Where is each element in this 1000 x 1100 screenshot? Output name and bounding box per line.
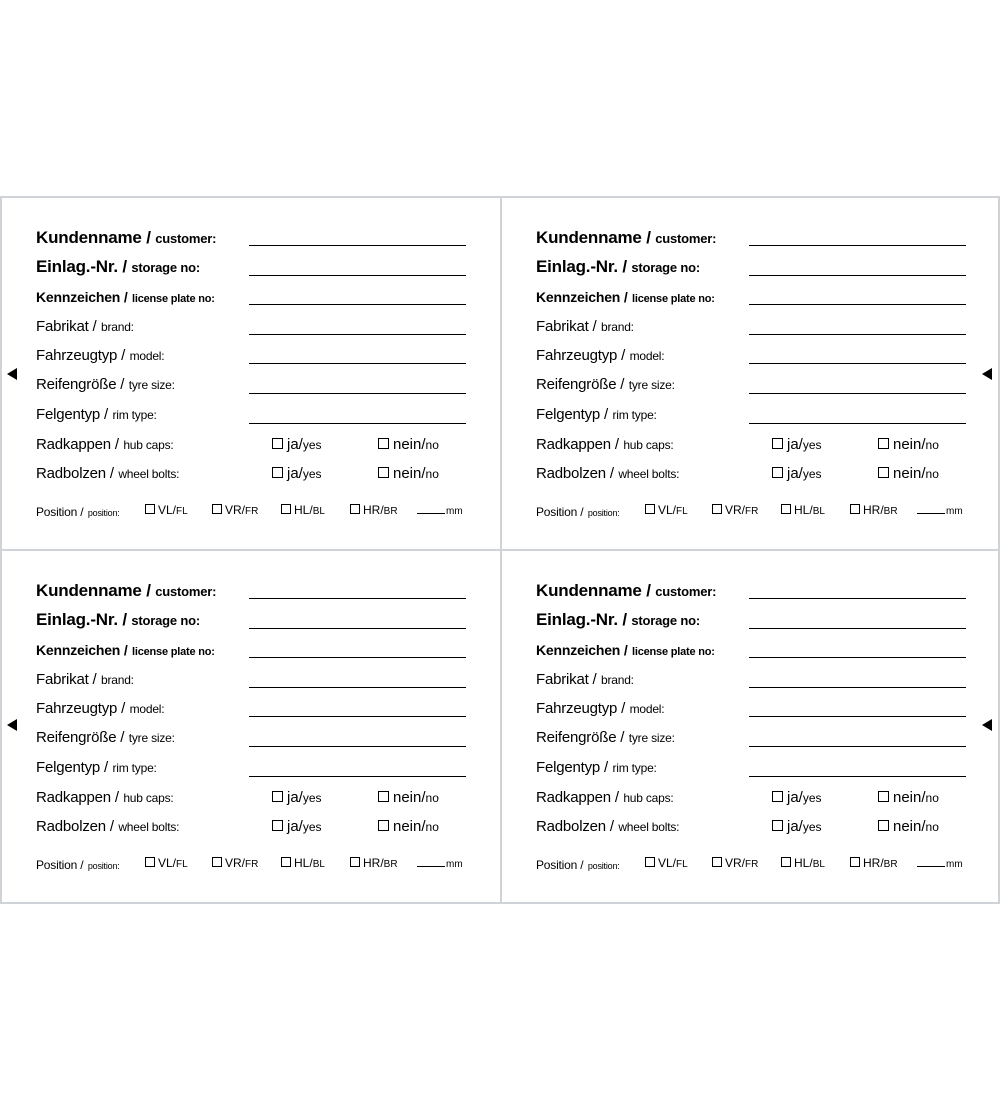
storage-line[interactable] [249, 628, 466, 629]
arrow-left-icon [7, 719, 17, 731]
rim-sublabel: rim type: [612, 408, 657, 422]
position-fr-checkbox[interactable] [712, 503, 758, 517]
position-br-checkbox[interactable] [350, 856, 398, 870]
brand-row [36, 318, 134, 340]
mm-field[interactable] [917, 859, 963, 870]
no-label: nein/ [893, 436, 926, 453]
tyre-label-top-left [2, 198, 500, 549]
storage-sublabel: storage no: [131, 260, 200, 275]
plate-row [536, 289, 715, 311]
mm-unit: mm [446, 859, 463, 870]
brand-row [536, 671, 634, 693]
storage-row [36, 610, 200, 632]
yes-sublabel: yes [802, 467, 822, 481]
br-sublabel: BR [883, 506, 898, 517]
no-label: nein/ [393, 818, 426, 835]
brand-sublabel: brand: [600, 673, 634, 687]
model-row [36, 700, 164, 722]
bolts-no-checkbox[interactable] [878, 465, 939, 482]
tyre-row [536, 376, 675, 398]
hubcaps-no-checkbox[interactable] [878, 436, 939, 453]
plate-label: Kennzeichen / [36, 642, 128, 658]
hubcaps-yes-checkbox[interactable] [772, 789, 822, 806]
brand-row [36, 671, 134, 693]
rim-row [536, 406, 657, 428]
checkbox-icon[interactable] [850, 504, 860, 514]
hubcaps-yes-checkbox[interactable] [272, 789, 322, 806]
checkbox-icon[interactable] [772, 791, 783, 802]
customer-line[interactable] [249, 598, 466, 599]
position-fr-checkbox[interactable] [212, 503, 258, 517]
customer-sublabel: customer: [155, 584, 217, 599]
checkbox-icon[interactable] [272, 791, 283, 802]
label-sheet [0, 196, 1000, 904]
br-sublabel: BR [383, 859, 398, 870]
brand-sublabel: brand: [100, 320, 134, 334]
checkbox-icon[interactable] [281, 504, 291, 514]
position-bl-checkbox[interactable] [281, 856, 325, 870]
br-sublabel: BR [383, 506, 398, 517]
bolts-no-checkbox[interactable] [378, 465, 439, 482]
customer-label: Kundenname / [36, 228, 151, 247]
arrow-left-icon [982, 368, 992, 380]
tyre-sublabel: tyre size: [128, 731, 175, 745]
position-fr-checkbox[interactable] [212, 856, 258, 870]
hubcaps-row [36, 436, 174, 458]
plate-row [36, 642, 215, 664]
br-label: HR/ [363, 503, 384, 517]
model-line[interactable] [749, 716, 966, 717]
model-sublabel: model: [129, 349, 165, 363]
no-sublabel: no [425, 467, 439, 481]
position-row [536, 503, 620, 525]
no-label: nein/ [393, 465, 426, 482]
fl-label: VL/ [658, 856, 677, 870]
tyre-line[interactable] [749, 393, 966, 394]
tyre-line[interactable] [249, 746, 466, 747]
checkbox-icon[interactable] [212, 504, 222, 514]
position-br-checkbox[interactable] [850, 503, 898, 517]
mm-unit: mm [946, 506, 963, 517]
checkbox-icon[interactable] [781, 857, 791, 867]
no-sublabel: no [925, 791, 939, 805]
fl-label: VL/ [158, 503, 177, 517]
rim-sublabel: rim type: [112, 408, 157, 422]
storage-row [536, 257, 700, 279]
bolts-label: Radbolzen / [36, 465, 114, 482]
fr-label: VR/ [225, 856, 246, 870]
fr-sublabel: FR [245, 506, 259, 517]
plate-label: Kennzeichen / [536, 642, 628, 658]
checkbox-icon[interactable] [378, 438, 389, 449]
yes-sublabel: yes [802, 820, 822, 834]
checkbox-icon[interactable] [350, 504, 360, 514]
mm-blank[interactable] [917, 866, 945, 867]
customer-label: Kundenname / [36, 581, 151, 600]
checkbox-icon[interactable] [772, 438, 783, 449]
rim-line[interactable] [249, 776, 466, 777]
position-fl-checkbox[interactable] [145, 856, 188, 870]
checkbox-icon[interactable] [878, 820, 889, 831]
rim-label: Felgentyp / [536, 759, 609, 776]
tyre-sublabel: tyre size: [628, 731, 675, 745]
tyre-sublabel: tyre size: [128, 378, 175, 392]
bl-sublabel: BL [812, 506, 825, 517]
checkbox-icon[interactable] [212, 857, 222, 867]
plate-row [36, 289, 215, 311]
bolts-sublabel: wheel bolts: [118, 467, 180, 481]
position-sublabel: position: [87, 861, 120, 871]
mm-field[interactable] [417, 859, 463, 870]
bolts-row [536, 465, 679, 487]
arrow-left-icon [7, 368, 17, 380]
model-row [536, 347, 664, 369]
no-sublabel: no [925, 820, 939, 834]
tyre-label: Reifengröße / [36, 376, 125, 393]
tyre-line[interactable] [749, 746, 966, 747]
hubcaps-no-checkbox[interactable] [878, 789, 939, 806]
bl-label: HL/ [794, 503, 813, 517]
mm-unit: mm [946, 859, 963, 870]
tyre-row [36, 376, 175, 398]
bolts-yes-checkbox[interactable] [772, 818, 822, 835]
model-sublabel: model: [629, 349, 665, 363]
checkbox-icon[interactable] [878, 467, 889, 478]
bolts-no-checkbox[interactable] [378, 818, 439, 835]
fr-label: VR/ [725, 503, 746, 517]
rim-row [536, 759, 657, 781]
brand-line[interactable] [249, 334, 466, 335]
br-label: HR/ [863, 503, 884, 517]
model-label: Fahrzeugtyp / [536, 700, 626, 717]
storage-sublabel: storage no: [631, 613, 700, 628]
customer-line[interactable] [249, 245, 466, 246]
checkbox-icon[interactable] [781, 504, 791, 514]
checkbox-icon[interactable] [878, 791, 889, 802]
position-bl-checkbox[interactable] [281, 503, 325, 517]
position-bl-checkbox[interactable] [781, 856, 825, 870]
position-label: Position / [536, 505, 584, 519]
position-sublabel: position: [587, 861, 620, 871]
bl-label: HL/ [294, 856, 313, 870]
no-label: nein/ [893, 818, 926, 835]
no-sublabel: no [925, 467, 939, 481]
no-label: nein/ [393, 436, 426, 453]
plate-label: Kennzeichen / [536, 289, 628, 305]
plate-line[interactable] [249, 304, 466, 305]
brand-line[interactable] [249, 687, 466, 688]
yes-label: ja/ [787, 436, 803, 453]
customer-row [536, 228, 716, 250]
br-label: HR/ [363, 856, 384, 870]
storage-line[interactable] [749, 275, 966, 276]
rim-row [36, 406, 157, 428]
plate-line[interactable] [749, 304, 966, 305]
bl-sublabel: BL [812, 859, 825, 870]
position-row [536, 856, 620, 878]
plate-sublabel: license plate no: [131, 293, 215, 305]
storage-row [536, 610, 700, 632]
plate-line[interactable] [749, 657, 966, 658]
tyre-line[interactable] [249, 393, 466, 394]
hubcaps-sublabel: hub caps: [123, 791, 174, 805]
checkbox-icon[interactable] [772, 820, 783, 831]
tyre-label: Reifengröße / [536, 729, 625, 746]
position-label: Position / [536, 858, 584, 872]
fl-sublabel: FL [176, 859, 188, 870]
position-label: Position / [36, 858, 84, 872]
rim-row [36, 759, 157, 781]
yes-label: ja/ [287, 818, 303, 835]
bolts-yes-checkbox[interactable] [272, 818, 322, 835]
position-sublabel: position: [87, 508, 120, 518]
position-fr-checkbox[interactable] [712, 856, 758, 870]
checkbox-icon[interactable] [281, 857, 291, 867]
position-fl-checkbox[interactable] [645, 503, 688, 517]
storage-label: Einlag.-Nr. / [536, 257, 627, 276]
bolts-no-checkbox[interactable] [878, 818, 939, 835]
hubcaps-no-checkbox[interactable] [378, 436, 439, 453]
model-row [536, 700, 664, 722]
yes-label: ja/ [287, 436, 303, 453]
rim-line[interactable] [749, 423, 966, 424]
yes-sublabel: yes [302, 791, 322, 805]
tyre-row [36, 729, 175, 751]
tyre-label: Reifengröße / [36, 729, 125, 746]
mm-blank[interactable] [417, 513, 445, 514]
tyre-label-top-right [502, 198, 1000, 549]
no-sublabel: no [425, 791, 439, 805]
position-br-checkbox[interactable] [350, 503, 398, 517]
bolts-sublabel: wheel bolts: [618, 820, 680, 834]
mm-blank[interactable] [917, 513, 945, 514]
checkbox-icon[interactable] [772, 467, 783, 478]
no-label: nein/ [393, 789, 426, 806]
rim-line[interactable] [249, 423, 466, 424]
model-line[interactable] [749, 363, 966, 364]
hubcaps-yes-checkbox[interactable] [772, 436, 822, 453]
plate-sublabel: license plate no: [631, 646, 715, 658]
arrow-left-icon [982, 719, 992, 731]
no-sublabel: no [425, 820, 439, 834]
hubcaps-row [536, 789, 674, 811]
checkbox-icon[interactable] [645, 857, 655, 867]
bolts-yes-checkbox[interactable] [772, 465, 822, 482]
storage-sublabel: storage no: [631, 260, 700, 275]
bolts-sublabel: wheel bolts: [618, 467, 680, 481]
bolts-sublabel: wheel bolts: [118, 820, 180, 834]
storage-label: Einlag.-Nr. / [536, 610, 627, 629]
tyre-label-bottom-right [502, 551, 1000, 902]
hubcaps-label: Radkappen / [36, 436, 119, 453]
storage-label: Einlag.-Nr. / [36, 610, 127, 629]
brand-label: Fabrikat / [536, 671, 597, 688]
bolts-label: Radbolzen / [36, 818, 114, 835]
checkbox-icon[interactable] [145, 504, 155, 514]
hubcaps-sublabel: hub caps: [623, 438, 674, 452]
plate-line[interactable] [249, 657, 466, 658]
bolts-label: Radbolzen / [536, 465, 614, 482]
hubcaps-row [536, 436, 674, 458]
brand-row [536, 318, 634, 340]
bl-sublabel: BL [312, 506, 325, 517]
br-sublabel: BR [883, 859, 898, 870]
bolts-row [36, 465, 179, 487]
plate-label: Kennzeichen / [36, 289, 128, 305]
model-line[interactable] [249, 363, 466, 364]
position-label: Position / [36, 505, 84, 519]
model-label: Fahrzeugtyp / [36, 700, 126, 717]
rim-label: Felgentyp / [36, 406, 109, 423]
rim-sublabel: rim type: [112, 761, 157, 775]
yes-sublabel: yes [302, 438, 322, 452]
checkbox-icon[interactable] [378, 467, 389, 478]
customer-sublabel: customer: [155, 231, 217, 246]
fr-sublabel: FR [245, 859, 259, 870]
storage-label: Einlag.-Nr. / [36, 257, 127, 276]
yes-sublabel: yes [302, 467, 322, 481]
position-br-checkbox[interactable] [850, 856, 898, 870]
checkbox-icon[interactable] [272, 438, 283, 449]
position-row [36, 856, 120, 878]
checkbox-icon[interactable] [272, 820, 283, 831]
customer-row [36, 228, 216, 250]
mm-field[interactable] [417, 506, 463, 517]
rim-line[interactable] [749, 776, 966, 777]
customer-label: Kundenname / [536, 228, 651, 247]
tyre-label: Reifengröße / [536, 376, 625, 393]
tyre-row [536, 729, 675, 751]
fl-label: VL/ [158, 856, 177, 870]
storage-row [36, 257, 200, 279]
brand-label: Fabrikat / [36, 671, 97, 688]
bolts-row [536, 818, 679, 840]
position-fl-checkbox[interactable] [645, 856, 688, 870]
checkbox-icon[interactable] [350, 857, 360, 867]
yes-label: ja/ [787, 465, 803, 482]
storage-sublabel: storage no: [131, 613, 200, 628]
customer-line[interactable] [749, 598, 966, 599]
checkbox-icon[interactable] [378, 820, 389, 831]
hubcaps-sublabel: hub caps: [123, 438, 174, 452]
no-label: nein/ [893, 789, 926, 806]
fl-sublabel: FL [676, 506, 688, 517]
brand-line[interactable] [749, 334, 966, 335]
no-label: nein/ [893, 465, 926, 482]
fr-sublabel: FR [745, 859, 759, 870]
checkbox-icon[interactable] [145, 857, 155, 867]
brand-sublabel: brand: [600, 320, 634, 334]
no-sublabel: no [925, 438, 939, 452]
rim-label: Felgentyp / [536, 406, 609, 423]
checkbox-icon[interactable] [712, 504, 722, 514]
model-label: Fahrzeugtyp / [536, 347, 626, 364]
brand-sublabel: brand: [100, 673, 134, 687]
customer-sublabel: customer: [655, 584, 717, 599]
yes-sublabel: yes [802, 438, 822, 452]
brand-label: Fabrikat / [36, 318, 97, 335]
fr-label: VR/ [225, 503, 246, 517]
hubcaps-label: Radkappen / [36, 789, 119, 806]
fl-sublabel: FL [176, 506, 188, 517]
customer-row [536, 581, 716, 603]
position-fl-checkbox[interactable] [145, 503, 188, 517]
mm-field[interactable] [917, 506, 963, 517]
tyre-sublabel: tyre size: [628, 378, 675, 392]
yes-sublabel: yes [802, 791, 822, 805]
position-sublabel: position: [587, 508, 620, 518]
bolts-label: Radbolzen / [536, 818, 614, 835]
bl-sublabel: BL [312, 859, 325, 870]
checkbox-icon[interactable] [272, 467, 283, 478]
rim-label: Felgentyp / [36, 759, 109, 776]
checkbox-icon[interactable] [850, 857, 860, 867]
bolts-yes-checkbox[interactable] [272, 465, 322, 482]
fl-label: VL/ [658, 503, 677, 517]
brand-label: Fabrikat / [536, 318, 597, 335]
hubcaps-label: Radkappen / [536, 789, 619, 806]
checkbox-icon[interactable] [378, 791, 389, 802]
no-sublabel: no [425, 438, 439, 452]
checkbox-icon[interactable] [645, 504, 655, 514]
yes-label: ja/ [287, 465, 303, 482]
hubcaps-yes-checkbox[interactable] [272, 436, 322, 453]
plate-sublabel: license plate no: [631, 293, 715, 305]
yes-label: ja/ [787, 789, 803, 806]
position-bl-checkbox[interactable] [781, 503, 825, 517]
yes-sublabel: yes [302, 820, 322, 834]
model-label: Fahrzeugtyp / [36, 347, 126, 364]
bl-label: HL/ [794, 856, 813, 870]
fr-sublabel: FR [745, 506, 759, 517]
storage-line[interactable] [249, 275, 466, 276]
mm-blank[interactable] [417, 866, 445, 867]
br-label: HR/ [863, 856, 884, 870]
model-row [36, 347, 164, 369]
hubcaps-no-checkbox[interactable] [378, 789, 439, 806]
bolts-row [36, 818, 179, 840]
storage-line[interactable] [749, 628, 966, 629]
customer-sublabel: customer: [655, 231, 717, 246]
customer-row [36, 581, 216, 603]
position-row [36, 503, 120, 525]
hubcaps-sublabel: hub caps: [623, 791, 674, 805]
rim-sublabel: rim type: [612, 761, 657, 775]
hubcaps-label: Radkappen / [536, 436, 619, 453]
fl-sublabel: FL [676, 859, 688, 870]
model-sublabel: model: [629, 702, 665, 716]
fr-label: VR/ [725, 856, 746, 870]
plate-sublabel: license plate no: [131, 646, 215, 658]
yes-label: ja/ [787, 818, 803, 835]
tyre-label-bottom-left [2, 551, 500, 902]
model-line[interactable] [249, 716, 466, 717]
brand-line[interactable] [749, 687, 966, 688]
mm-unit: mm [446, 506, 463, 517]
customer-label: Kundenname / [536, 581, 651, 600]
checkbox-icon[interactable] [712, 857, 722, 867]
customer-line[interactable] [749, 245, 966, 246]
model-sublabel: model: [129, 702, 165, 716]
plate-row [536, 642, 715, 664]
yes-label: ja/ [287, 789, 303, 806]
bl-label: HL/ [294, 503, 313, 517]
checkbox-icon[interactable] [878, 438, 889, 449]
hubcaps-row [36, 789, 174, 811]
